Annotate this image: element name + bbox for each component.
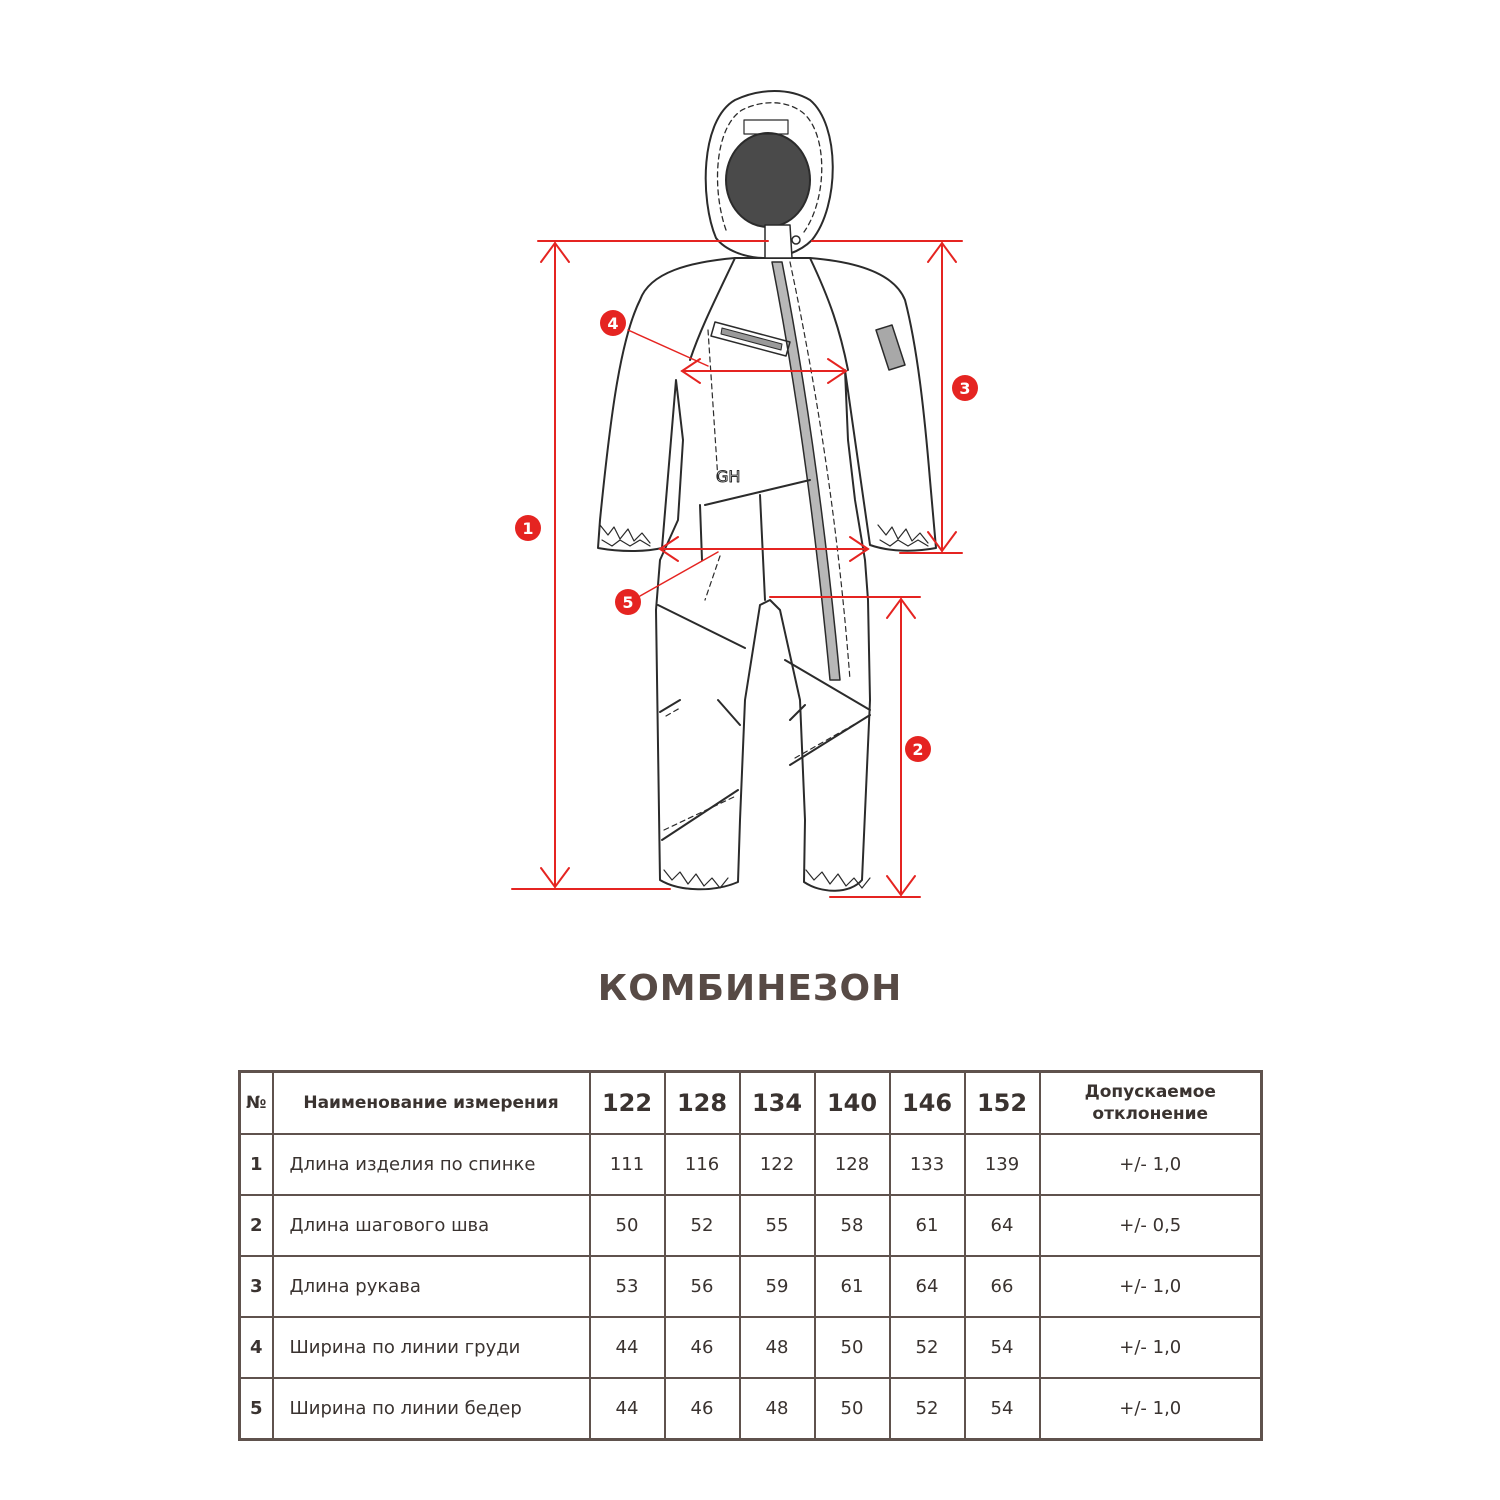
row-value: 50	[815, 1378, 890, 1440]
row-value: 61	[890, 1195, 965, 1256]
row-name: Длина рукава	[273, 1256, 590, 1317]
row-value: 46	[665, 1317, 740, 1378]
row-value: 58	[815, 1195, 890, 1256]
header-tolerance-line1: Допускаемое	[1084, 1082, 1216, 1102]
table-row	[240, 1317, 1262, 1378]
header-size-128: 128	[665, 1072, 740, 1135]
header-size-152: 152	[965, 1072, 1040, 1135]
row-value: 64	[965, 1195, 1040, 1256]
row-tolerance: +/- 0,5	[1040, 1195, 1262, 1256]
row-name: Длина изделия по спинке	[273, 1134, 590, 1195]
row-value: 122	[740, 1134, 815, 1195]
row-value: 56	[665, 1256, 740, 1317]
row-value: 59	[740, 1256, 815, 1317]
marker-3-label: 3	[959, 379, 971, 398]
header-size-146: 146	[890, 1072, 965, 1135]
table-row	[240, 1195, 1262, 1256]
row-value: 64	[890, 1256, 965, 1317]
header-tolerance	[1040, 1072, 1262, 1135]
row-value: 54	[965, 1378, 1040, 1440]
row-value: 54	[965, 1317, 1040, 1378]
marker-4-label: 4	[607, 314, 619, 333]
logo-mark: GH	[716, 467, 741, 486]
row-value: 66	[965, 1256, 1040, 1317]
row-value: 44	[590, 1378, 665, 1440]
marker-3	[952, 375, 978, 401]
header-name: Наименование измерения	[273, 1072, 590, 1135]
row-value: 52	[665, 1195, 740, 1256]
row-value: 133	[890, 1134, 965, 1195]
table-header-row	[240, 1072, 1262, 1135]
header-size-140: 140	[815, 1072, 890, 1135]
row-value: 116	[665, 1134, 740, 1195]
row-value: 53	[590, 1256, 665, 1317]
header-size-122: 122	[590, 1072, 665, 1135]
hood-face-opening	[726, 133, 810, 227]
marker-1	[515, 515, 541, 541]
chin-snap	[792, 236, 800, 244]
row-num: 1	[240, 1134, 273, 1195]
table-row	[240, 1378, 1262, 1440]
row-value: 111	[590, 1134, 665, 1195]
row-name: Длина шагового шва	[273, 1195, 590, 1256]
row-value: 52	[890, 1378, 965, 1440]
marker-5-label: 5	[622, 593, 634, 612]
row-name: Ширина по линии груди	[273, 1317, 590, 1378]
row-value: 61	[815, 1256, 890, 1317]
marker-4	[600, 310, 626, 336]
row-value: 48	[740, 1378, 815, 1440]
row-num: 2	[240, 1195, 273, 1256]
row-tolerance: +/- 1,0	[1040, 1256, 1262, 1317]
header-size-134: 134	[740, 1072, 815, 1135]
row-tolerance: +/- 1,0	[1040, 1317, 1262, 1378]
chin-flap	[765, 225, 792, 258]
product-title: КОМБИНЕЗОН	[597, 968, 903, 1009]
row-num: 3	[240, 1256, 273, 1317]
row-value: 52	[890, 1317, 965, 1378]
row-value: 128	[815, 1134, 890, 1195]
marker-2-label: 2	[912, 740, 924, 759]
marker-5	[615, 589, 641, 615]
row-tolerance: +/- 1,0	[1040, 1378, 1262, 1440]
table-row	[240, 1256, 1262, 1317]
table-row	[240, 1134, 1262, 1195]
row-value: 48	[740, 1317, 815, 1378]
row-tolerance: +/- 1,0	[1040, 1134, 1262, 1195]
row-value: 50	[815, 1317, 890, 1378]
row-num: 5	[240, 1378, 273, 1440]
row-value: 50	[590, 1195, 665, 1256]
row-num: 4	[240, 1317, 273, 1378]
marker-1-label: 1	[522, 519, 534, 538]
row-value: 139	[965, 1134, 1040, 1195]
header-tolerance-line2: отклонение	[1092, 1104, 1209, 1124]
row-value: 46	[665, 1378, 740, 1440]
size-table	[238, 1070, 1263, 1441]
row-name: Ширина по линии бедер	[273, 1378, 590, 1440]
marker-2	[905, 736, 931, 762]
row-value: 55	[740, 1195, 815, 1256]
jumpsuit-drawing	[598, 91, 936, 891]
row-value: 44	[590, 1317, 665, 1378]
header-num: №	[240, 1072, 273, 1135]
